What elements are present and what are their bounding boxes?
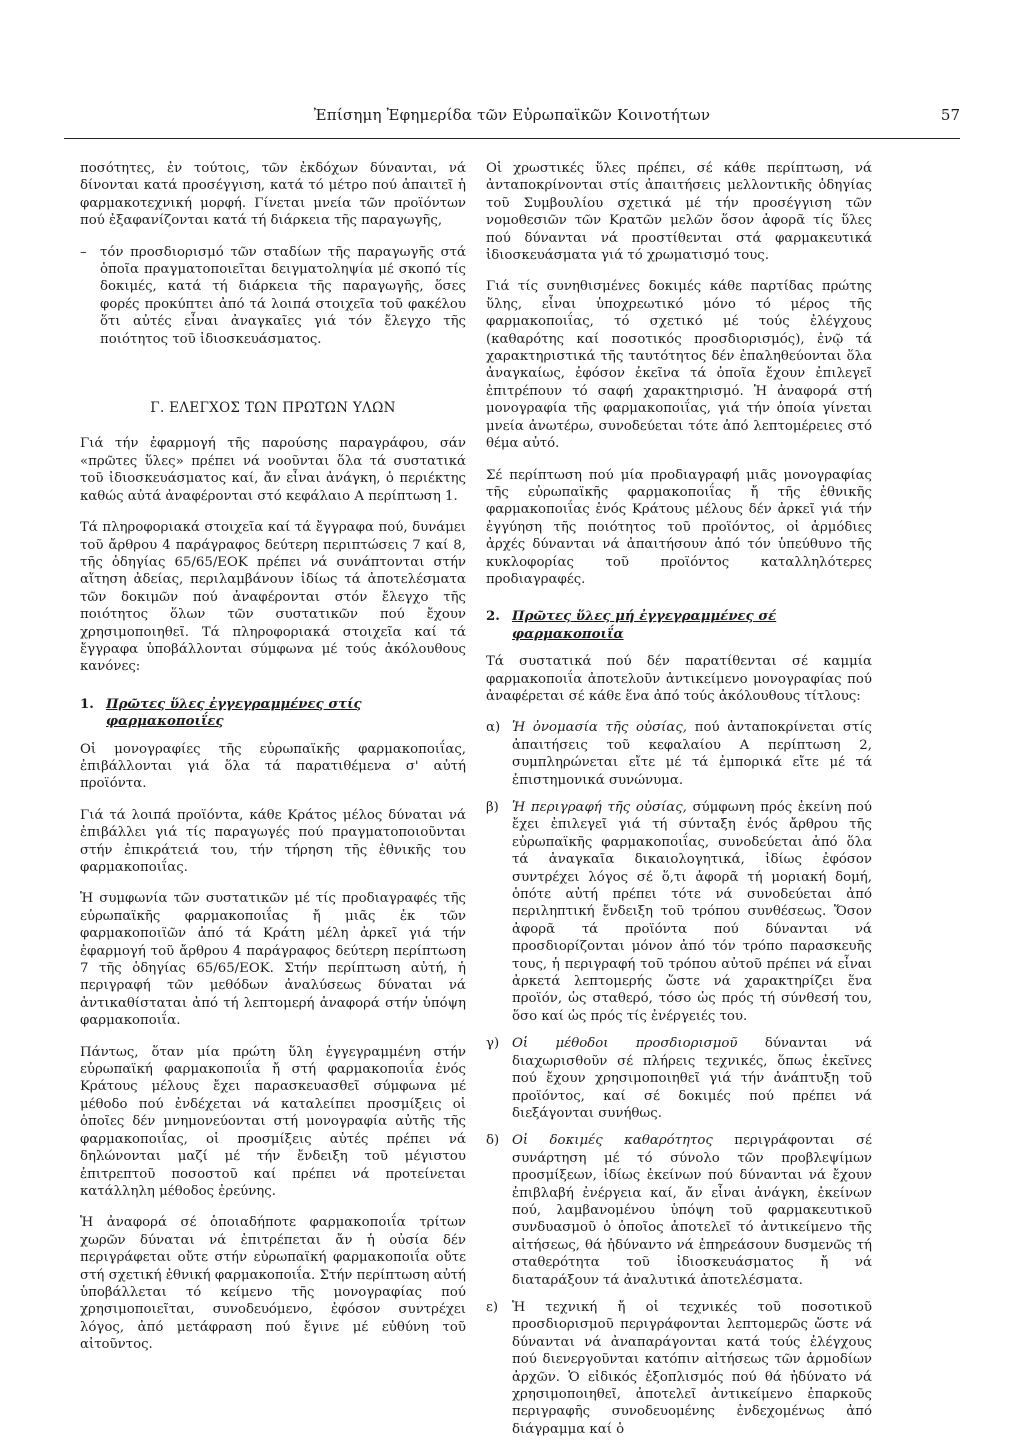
journal-title: Ἐπίσημη Ἐφημερίδα τῶν Εὐρωπαϊκῶν Κοινοτήτων xyxy=(313,106,711,124)
item-text xyxy=(512,719,872,789)
list-item xyxy=(486,719,872,789)
header-rule xyxy=(64,138,960,139)
paragraph: Πάντως, ὅταν μία πρώτη ὕλη ἐγγεγραμμένη στήν εὐρωπαϊκή φαρμακοποιΐα ἤ στή φαρμακοποιΐα ἑνός Κράτους μέλους ἔχει παρασκευασθεῖ σύμφωνα μέ μέθοδο πού ἐνδέχεται νά καταλείπει προσμίξεις οἱ ὁποῖες δέν μνημονεύονται στή μονογραφία αὐτῆς τῆς φαρμακοποιΐας, οἱ προσμίξεις αὐτές πρέπει νά δηλώνονται μαζί μέ τήν ἔνδειξη τοῦ μέγιστου ἐπιτρεπτοῦ ποσοστοῦ καί πρέπει νά προτείνεται κατάλληλη μέθοδος ἐρεύνης. xyxy=(80,1044,466,1199)
item-label: α) xyxy=(486,720,501,736)
item-term: Οἱ δοκιμές καθαρότητος xyxy=(512,1133,713,1149)
item-body: πού ἀνταποκρίνεται στίς ἀπαιτήσεις τοῦ κεφαλαίου Α περίπτωση 2, συμπληρώνεται εἴτε μέ τά ἐμπορικά εἴτε μέ τά ἐπιστημονικά συνώνυμα. xyxy=(512,720,872,788)
item-body: δύνανται νά διαχωρισθοῦν σέ πλήρεις τεχνικές, ὅπως ἐκεῖνες πού ἔχουν χρησιμοποιηθεῖ γιά τήν ἀνάπτυξη τοῦ προϊόντος, καί σέ δοκιμές πού πρέπει νά διεξάγονται συνήθως. xyxy=(512,1036,873,1121)
subheading-title: Πρῶτες ὕλες ἐγγεγραμμένες στίς φαρμακοποιΐες xyxy=(106,696,362,730)
subheading-1 xyxy=(80,696,466,731)
item-label: β) xyxy=(486,800,499,815)
item-body: σύμφωνη πρός ἐκείνη πού ἔχει ἐπιλεγεῖ γιά τή σύνταξη ἑνός ἄρθρου τῆς εὐρωπαϊκῆς φαρμακοποιΐας, συνοδεύεται ἀπό ὅλα τά ἀναγκαῖα δικαιολογητικά, ἰδίως ἐφόσον συντρέχει λόγος σέ ὅ,τι ἀφορᾶ τή μοριακή δομή, ὁπότε αὐτή πρέπει τότε νά συνοδεύεται ἀπό περιληπτική ἔνδειξη τοῦ τρόπου συνθέσεως. Ὅσον ἀφορᾶ τά προϊόντα πού δύνανται νά προσδιορίζονται μόνον ἀπό τόν τρόπο παρασκευῆς τους, ἡ περιγραφή τοῦ τρόπου αὐτοῦ πρέπει νά εἶναι ἀρκετά λεπτομερής ὥστε νά χαρακτηρίζει ἕνα προϊόν, ὡς σταθερό, τόσο ὡς πρός τή σύνθεσή του, ὅσο καί ὡς πρός τίς ἐνέργειές του. xyxy=(512,800,872,1024)
paragraph: Ἡ συμφωνία τῶν συστατικῶν μέ τίς προδιαγραφές τῆς εὐρωπαϊκῆς φαρμακοποιΐας ἤ μιᾶς ἐκ τῶν φαρμακοποιϊῶν ἀπό τά Κράτη μέλη ἀρκεῖ γιά τήν ἐφαρμογή τοῦ ἄρθρου 4 παράγραφος δεύτερη περίπτωση 7 τῆς ὁδηγίας 65/65/ΕΟΚ. Στήν περίπτωση αὐτή, ἡ περιγραφή τῶν μεθόδων ἀναλύσεως δύναται νά ἀντικαθίσταται ἀπό τή λεπτομερή ἀναφορά στήν ὑπόψη φαρμακοποιΐα. xyxy=(80,891,466,1029)
dash-text: τόν προσδιορισμό τῶν σταδίων τῆς παραγωγῆς στά ὁποῖα πραγματοποιεῖται δειγματοληψία μέ σκοπό τίς δοκιμές, κατά τή διάρκεια τῆς παραγωγῆς, ὅσες φορές προκύπτει ἀπό τά λοιπά στοιχεῖα τοῦ φακέλου ὅτι αὐτές εἶναι ἀναγκαῖες γιά τόν ἔλεγχο τῆς ποιότητος τοῦ ἰδιοσκευάσματος. xyxy=(100,244,466,347)
paragraph: Γιά τήν ἐφαρμογή τῆς παρούσης παραγράφου, σάν «πρῶτες ὕλες» πρέπει νά νοοῦνται ὅλα τά συστατικά τοῦ ἰδιοσκευάσματος καί, ἄν εἶναι ἀνάγκη, ὁ περιέκτης καθώς αὐτά ἀναφέρονται στό κεφάλαιο Α περίπτωση 1. xyxy=(80,436,466,504)
left-column xyxy=(80,160,466,1368)
item-body: περιγράφονται σέ συνάρτηση μέ τό σύνολο τῶν προβλεψίμων προσμίξεων, ἰδίως ἐκείνων πού δύνανται νά ἔχουν ἐπιβλαβή ἐνέργεια καί, ἄν εἶναι ἀνάγκη, ἐκείνων πού, λαμβανομένου ὑπόψη τοῦ φαρμακευτικοῦ συνδυασμοῦ ὁ ὁποῖος ἀποτελεῖ τό ἀντικείμενο τῆς αἰτήσεως, θά ἠδύναντο νά ἐπηρεάσουν δυσμενῶς τή σταθερότητα τοῦ ἰδιοσκευάσματος ἤ νά διαταράξουν τά ἀναλυτικά ἀποτελέσματα. xyxy=(512,1133,873,1288)
paragraph: Γιά τίς συνηθισμένες δοκιμές κάθε παρτίδας πρώτης ὕλης, εἶναι ὑποχρεωτικό μόνο τό μέρος τῆς φαρμακοποιΐας, τό σχετικό μέ τούς ἐλέγχους (καθαρότης καί ποσοτικός προσδιορισμός), ἐνῷ τά χαρακτηριστικά τῆς ταυτότητος δέν ἐπαληθεύονται ὅλα ἀναγκαίως, ἐφόσον ἐκεῖνα τά ὁποῖα ἔχουν ἐπιλεγεῖ ἐπιτρέπουν τό σαφή χαρακτηρισμό. Ἡ ἀναφορά στή μονογραφία τῆς φαρμακοποιΐας, γιά τήν ὁποία γίνεται μνεία ἀνωτέρω, συνοδεύεται τότε ἀπό λεπτομέρειες στό θέμα αὐτό. xyxy=(486,279,872,452)
subheading-number: 1. xyxy=(80,696,94,712)
subheading-2 xyxy=(486,608,872,643)
paragraph: Ἡ ἀναφορά σέ ὁποιαδήποτε φαρμακοποιΐα τρίτων χωρῶν δύναται νά ἐπιτρέπεται ἄν ἡ οὐσία δέν περιγράφεται οὔτε στήν εὐρωπαϊκή φαρμακοποιΐα οὔτε στή σχετική ἐθνική φαρμακοποιΐα. Στήν περίπτωση αὐτή ὑποβάλλεται τό κείμενο τῆς μονογραφίας πού χρησιμοποιεῖται, συνοδευόμενο, ἐφόσον συντρέχει λόγος, ἀπό μετάφραση πού ἔγινε μέ εὐθύνη τοῦ αἰτοῦντος. xyxy=(80,1215,466,1353)
paragraph: Γιά τά λοιπά προϊόντα, κάθε Κράτος μέλος δύναται νά ἐπιβάλλει γιά τίς παραγωγές πού πραγματοποιοῦνται στήν ἐπικράτειά του, τήν τήρηση τῆς ἐθνικῆς του φαρμακοποιΐας. xyxy=(80,807,466,875)
item-term: Ἡ ὀνομασία τῆς οὐσίας, xyxy=(512,720,688,736)
section-heading: Γ. ΕΛΕΓΧΟΣ ΤΩΝ ΠΡΩΤΩΝ ΥΛΩΝ xyxy=(150,400,396,417)
paragraph: Οἱ χρωστικές ὕλες πρέπει, σέ κάθε περίπτωση, νά ἀνταποκρίνονται στίς ἀπαιτήσεις μελλοντικῆς ὁδηγίας τοῦ Συμβουλίου σχετικά μέ τήν προσέγγιση τῶν νομοθεσιῶν τῶν Κρατῶν μελῶν ὅσον ἀφορᾶ τίς ὕλες πού δύνανται νά προστίθενται στά φαρμακευτικά ἰδιοσκευάσματα γιά τό χρωματισμό τους. xyxy=(486,161,872,264)
running-header xyxy=(64,106,960,132)
paragraph: Οἱ μονογραφίες τῆς εὐρωπαϊκῆς φαρμακοποιΐας, ἐπιβάλλονται γιά ὅλα τά παρατιθέμενα σ' αὐτή προϊόντα. xyxy=(80,741,466,792)
paragraph: Σέ περίπτωση πού μία προδιαγραφή μιᾶς μονογραφίας τῆς εὐρωπαϊκῆς φαρμακοποιΐας ἤ τῆς ἐθνικῆς φαρμακοποιΐας ἑνός Κράτους μέλους δέν ἀρκεῖ γιά τήν ἐγγύηση τῆς ποιότητος τοῦ προϊόντος, οἱ ἁρμόδιες ἀρχές δύνανται νά ἀπαιτήσουν ἀπό τόν ὑπεύθυνο τῆς κυκλοφορίας τοῦ προϊόντος καταλληλότερες προδιαγραφές. xyxy=(486,467,872,587)
page-number: 57 xyxy=(940,106,960,124)
subheading-title: Πρῶτες ὕλες μή ἐγγεγραμμένες σέ φαρμακοποιΐα xyxy=(512,609,777,642)
list-item xyxy=(486,799,872,1025)
subheading-number: 2. xyxy=(486,609,500,625)
item-term: Οἱ μέθοδοι προσδιορισμοῦ xyxy=(512,1036,738,1052)
item-label: ε) xyxy=(486,1299,499,1315)
dash-mark: – xyxy=(80,244,87,260)
item-label: γ) xyxy=(486,1036,500,1052)
item-text xyxy=(512,1035,872,1122)
paragraph: Τά πληροφοριακά στοιχεῖα καί τά ἔγγραφα πού, δυνάμει τοῦ ἄρθρου 4 παράγραφος δεύτερη περιπτώσεις 7 καί 8, τῆς ὁδηγίας 65/65/ΕΟΚ πρέπει νά συνάπτονται στήν αἴτηση ἀδείας, περιλαμβάνουν ἰδίως τά ἀποτελέσματα τῶν δοκιμῶν πού ἀναφέρονται στόν ἔλεγχο τῆς ποιότητος ὅλων τῶν συστατικῶν πού ἔχουν χρησιμοποιηθεῖ. Τά πληροφοριακά στοιχεῖα καί τά ἔγγραφα ὑποβάλλονται σύμφωνα μέ τούς ἀκόλουθους κανόνες: xyxy=(80,520,466,675)
item-body: Ἡ τεχνική ἤ οἱ τεχνικές τοῦ ποσοτικοῦ προσδιορισμοῦ περιγράφονται λεπτομερῶς ὥστε νά δύνανται νά ἀναπαράγονται κατά τούς ἐλέγχους πού διενεργοῦνται κατόπιν αἰτήσεως τῶν ἁρμοδίων ἀρχῶν. Ὁ εἰδικός ἐξοπλισμός πού θά ἠδύνατο νά χρησιμοποιηθεῖ, ἀποτελεῖ ἀντικείμενο ἐπαρκοῦς περιγραφῆς συνοδευομένης ἐνδεχομένως ἀπό διάγραμμα καί ὁ xyxy=(512,1299,872,1437)
paragraph: Τά συστατικά πού δέν παρατίθενται σέ καμμία φαρμακοποιΐα ἀποτελοῦν ἀντικείμενο μονογραφίας πού ἀναφέρεται σέ κάθε ἕνα ἀπό τούς ἀκόλουθους τίτλους: xyxy=(486,654,872,704)
item-label: δ) xyxy=(486,1133,500,1149)
paragraph: ποσότητες, ἐν τούτοις, τῶν ἐκδόχων δύνανται, νά δίνονται κατά προσέγγιση, κατά τό μέτρο πού ἀπαιτεῖ ἡ φαρμακοτεχνική μορφή. Γίνεται μνεία τῶν προϊόντων πού ἐξαφανίζονται κατά τή διάρκεια τῆς παραγωγῆς, xyxy=(80,161,466,229)
list-item xyxy=(486,1035,872,1122)
list-item xyxy=(486,1299,872,1438)
list-item xyxy=(486,1132,872,1289)
dash-item xyxy=(80,244,466,348)
right-column xyxy=(486,160,872,1448)
item-text xyxy=(512,799,872,1025)
item-term: Ἡ περιγραφή τῆς οὐσίας, xyxy=(512,800,687,815)
item-text xyxy=(512,1132,872,1289)
